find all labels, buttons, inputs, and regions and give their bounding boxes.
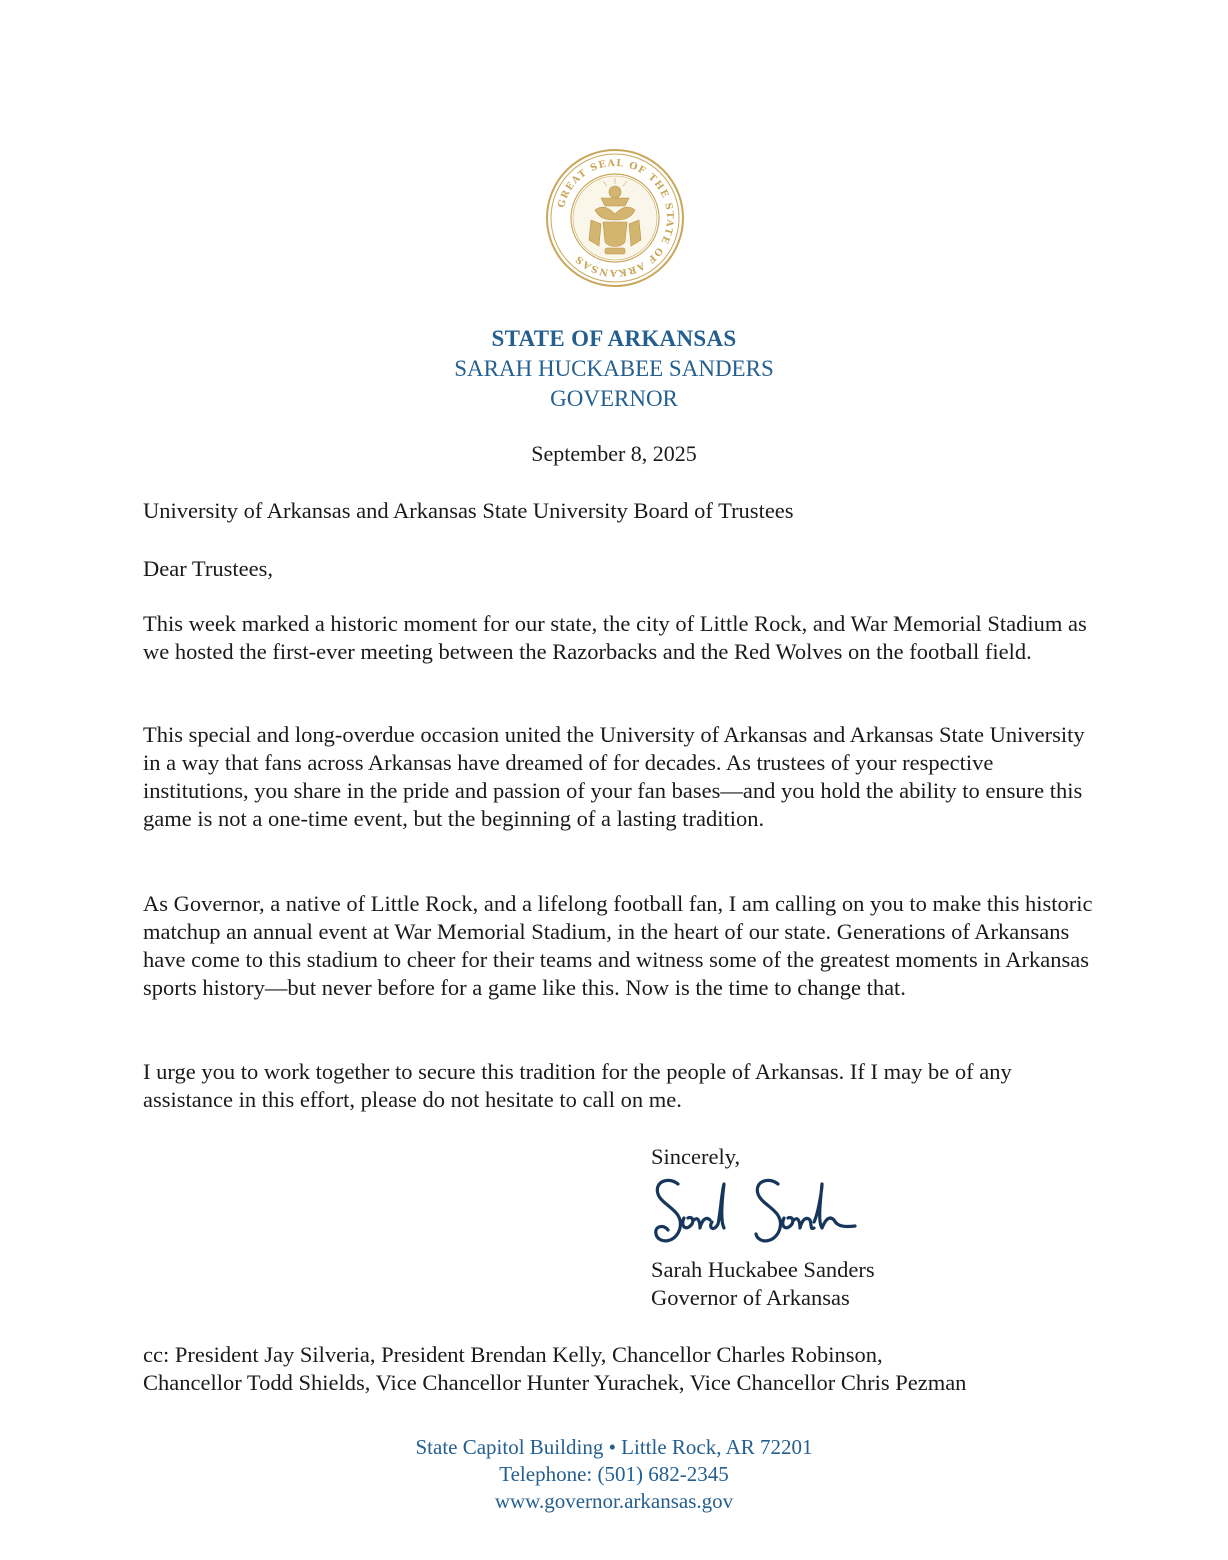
- state-seal-logo: [545, 148, 685, 288]
- paragraph-text: I urge you to work together to secure this tradition for the people of Arkansas. If I may be of any assistance in this effort, please do not hesitate to call on me.: [143, 1059, 1012, 1112]
- footer-website: www.governor.arkansas.gov: [494, 1489, 734, 1513]
- addressee: University of Arkansas and Arkansas State University Board of Trustees: [143, 498, 794, 523]
- footer-address: State Capitol Building • Little Rock, AR 72201: [415, 1435, 813, 1459]
- letterhead-governor-name: SARAH HUCKABEE SANDERS: [454, 356, 774, 381]
- signer-name: Sarah Huckabee Sanders: [651, 1257, 875, 1282]
- cc-line: cc: President Jay Silveria, President Brendan Kelly, Chancellor Charles Robinson,: [143, 1342, 883, 1367]
- paragraph-text: As Governor, a native of Little Rock, and a lifelong football fan, I am calling on you to make this historic matchup an annual event at War Memorial Stadium, in the heart of our state. Generations of Arkansans have come to this stadium to cheer for their teams and witness some of the greatest moments in Arkansas sports history—but never before for a game like this. Now is the time to change that.: [143, 891, 1093, 1000]
- closing: Sincerely,: [651, 1144, 741, 1169]
- footer-telephone: Telephone: (501) 682-2345: [499, 1462, 729, 1486]
- footer: [0, 1434, 1228, 1515]
- body-paragraph: [143, 890, 1093, 1002]
- letterhead: [0, 324, 1228, 414]
- cc-line: Chancellor Todd Shields, Vice Chancellor Hunter Yurachek, Vice Chancellor Chris Pezman: [143, 1370, 967, 1395]
- paragraph-text: This week marked a historic moment for our state, the city of Little Rock, and War Memorial Stadium as we hosted the first-ever meeting between the Razorbacks and the Red Wolves on the football field.: [143, 611, 1087, 664]
- letterhead-state: STATE OF ARKANSAS: [491, 326, 737, 351]
- letterhead-title: GOVERNOR: [550, 386, 678, 411]
- seal-text: GREAT SEAL OF THE STATE OF ARKANSAS: [556, 157, 676, 279]
- handwritten-signature: [650, 1170, 865, 1255]
- paragraph-text: This special and long-overdue occasion united the University of Arkansas and Arkansas State University in a way that fans across Arkansas have dreamed of for decades. As trustees of your respective institutions, you share in the pride and passion of your fan bases—and you hold the ability to ensure this game is not a one-time event, but the beginning of a lasting tradition.: [143, 722, 1085, 831]
- signer-title: Governor of Arkansas: [651, 1285, 850, 1310]
- cc-list: [143, 1341, 1103, 1397]
- body-paragraph: [143, 1058, 1093, 1114]
- body-paragraph: [143, 610, 1093, 666]
- letter-date: September 8, 2025: [531, 441, 697, 466]
- salutation: Dear Trustees,: [143, 556, 273, 581]
- body-paragraph: [143, 721, 1093, 833]
